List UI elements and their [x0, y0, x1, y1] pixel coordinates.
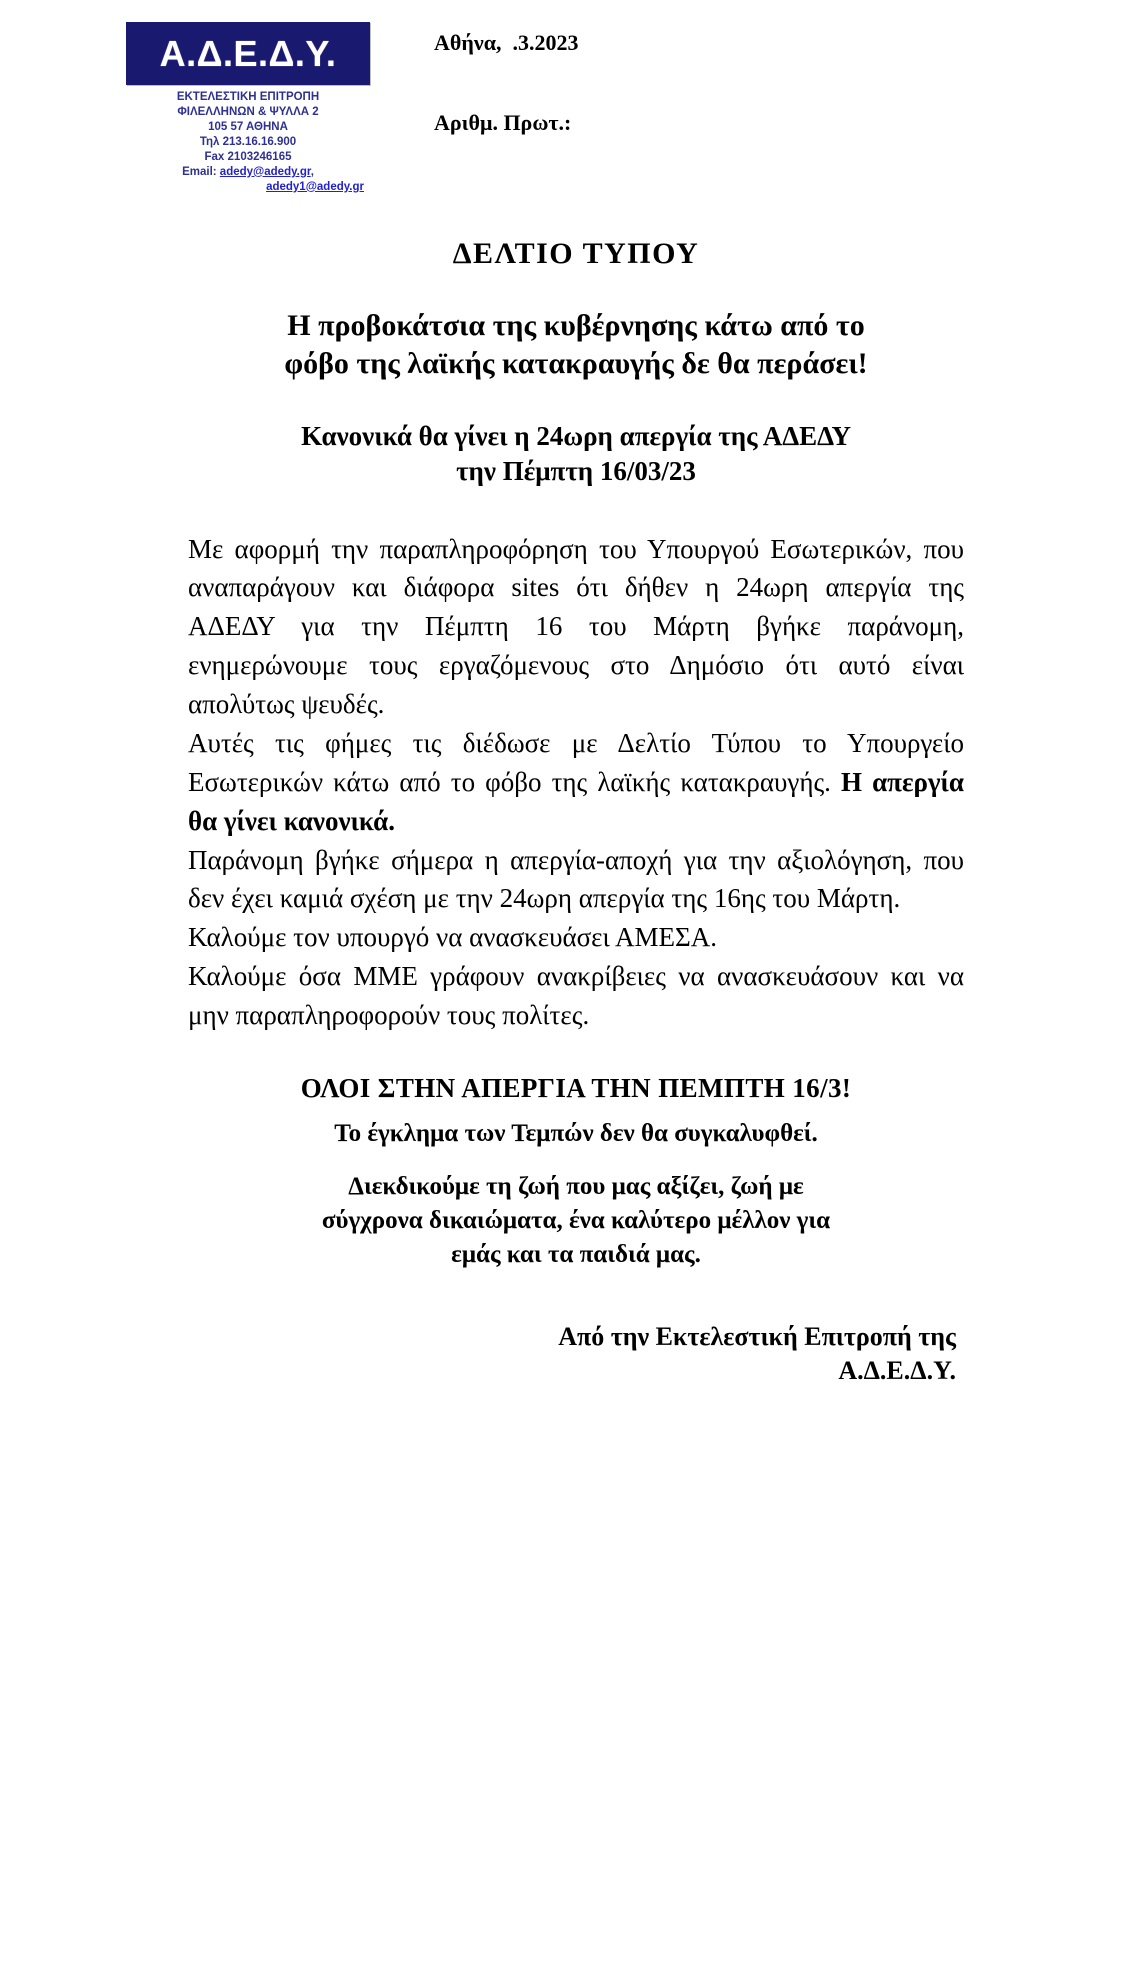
slogan-demands-line-3: εμάς και τα παιδιά μας.	[451, 1240, 701, 1268]
body-paragraph-4: Καλούμε τον υπουργό να ανασκευάσει ΑΜΕΣΑ.	[188, 922, 717, 953]
closing-section	[188, 1073, 964, 1272]
body-paragraph-2-text: Αυτές τις φήμες τις διέδωσε με Δελτίο Τύπου το Υπουργείο Εσωτερικών κάτω από το φόβο της λαϊκής κατακραυγής.	[188, 727, 964, 797]
document-content	[180, 237, 964, 1388]
contact-organization: ΕΚΤΕΛΕΣΤΙΚΗ ΕΠΙΤΡΟΠΗ	[176, 91, 320, 103]
contact-fax: Fax 2103246165	[204, 150, 292, 163]
body-paragraph-2	[188, 724, 964, 841]
body-paragraph-1: Με αφορμή την παραπληροφόρηση του Υπουργού Εσωτερικών, που αναπαράγουν και διάφορα sites ότι δήθεν η 24ωρη απεργία της ΑΔΕΔΥ για την Πέμπτη 16 του Μάρτη βγήκε παράνομη, ενημερώνουμε τους εργαζόμενους στο Δημόσιο ότι αυτό είναι απολύτως ψευδές.	[188, 533, 964, 720]
subheadline-line-2: την Πέμπτη 16/03/23	[456, 456, 696, 487]
slogan-demands-line-2: σύγχρονα δικαιώματα, ένα καλύτερο μέλλον για	[321, 1206, 831, 1234]
body-paragraph-5: Καλούμε όσα ΜΜΕ γράφουν ανακρίβειες να ανασκευάσουν και να μην παραπληροφορούν τους πολίτες.	[188, 961, 964, 1031]
adedy-logo-text: Α.Δ.Ε.Δ.Υ.	[159, 32, 337, 74]
contact-email-line-1	[126, 165, 370, 180]
document-meta	[434, 22, 1144, 136]
email-link-primary[interactable]: adedy@adedy.gr	[219, 165, 311, 178]
meta-protocol-number: Αριθμ. Πρωτ.:	[434, 110, 572, 135]
contact-postal-city: 105 57 ΑΘΗΝΑ	[208, 120, 288, 133]
contact-phone: Τηλ 213.16.16.900	[199, 135, 297, 148]
slogan-demands-line-1: Διεκδικούμε τη ζωή που μας αξίζει, ζωή με	[348, 1172, 804, 1200]
headline-line-2: φόβο της λαϊκής κατακραυγής δε θα περάσει!	[284, 346, 868, 380]
email-label: Email:	[182, 165, 217, 178]
body-paragraph-3: Παράνομη βγήκε σήμερα η απεργία-αποχή για την αξιολόγηση, που δεν έχει καμιά σχέση με την 24ωρη απεργία της 16ης του Μάρτη.	[188, 844, 964, 914]
contact-block	[126, 90, 370, 195]
signature-block	[188, 1320, 964, 1388]
contact-email-line-2	[126, 180, 370, 195]
subheadline	[188, 419, 964, 489]
subheadline-line-1: Κανονικά θα γίνει η 24ωρη απεργία της ΑΔΕΔΥ	[301, 421, 851, 452]
letterhead	[98, 22, 398, 195]
body-text	[188, 530, 964, 1035]
slogan-tempi: Το έγκλημα των Τεμπών δεν θα συγκαλυφθεί.	[334, 1119, 818, 1147]
slogan-demands	[188, 1170, 964, 1272]
signature-line-1: Από την Εκτελεστική Επιτροπή της	[558, 1321, 956, 1351]
body-paragraph-2-emphasis: Η απεργία θα γίνει κανονικά.	[188, 766, 964, 836]
adedy-logo	[126, 22, 370, 85]
call-to-action: ΟΛΟΙ ΣΤΗΝ ΑΠΕΡΓΙΑ ΤΗΝ ΠΕΜΠΤΗ 16/3!	[300, 1072, 852, 1103]
contact-street: ΦΙΛΕΛΛΗΝΩΝ & ΨΥΛΛΑ 2	[177, 105, 319, 118]
headline-line-1: Η προβοκάτσια της κυβέρνησης κάτω από το	[287, 308, 865, 342]
page-title: ΔΕΛΤΙΟ ΤΥΠΟΥ	[452, 236, 700, 270]
signature-line-2: Α.Δ.Ε.Δ.Υ.	[838, 1355, 956, 1385]
email-link-secondary[interactable]: adedy1@adedy.gr	[266, 180, 364, 193]
document-header	[0, 0, 1144, 195]
email-separator: ,	[310, 165, 314, 178]
headline	[188, 307, 964, 384]
meta-date: Αθήνα, .3.2023	[434, 30, 579, 55]
